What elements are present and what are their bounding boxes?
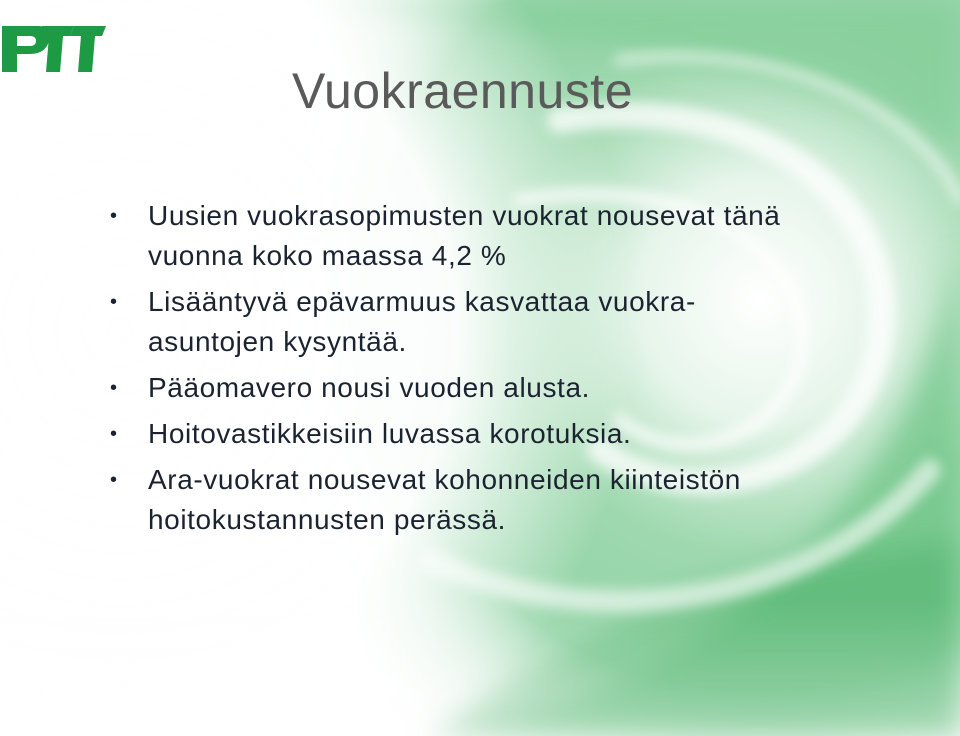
ptt-logo-icon [2, 22, 106, 78]
bullet-dot-icon: • [110, 291, 118, 313]
bullet-item [106, 414, 806, 454]
bullet-text: Uusien vuokrasopimusten vuokrat nousevat tänä vuonna koko maassa 4,2 % [148, 200, 781, 271]
bullet-dot-icon: • [110, 205, 118, 227]
bullet-text: Lisääntyvä epävarmuus kasvattaa vuokra-asuntojen kysyntää. [148, 286, 696, 357]
bullet-item [106, 282, 806, 362]
bullet-item [106, 196, 806, 276]
bullet-dot-icon: • [110, 469, 118, 491]
bullet-item [106, 368, 806, 408]
slide-title: Vuokraennuste [292, 63, 633, 119]
bullet-item [106, 460, 806, 540]
bullet-text: Hoitovastikkeisiin luvassa korotuksia. [148, 418, 632, 449]
bullet-dot-icon: • [110, 423, 118, 445]
bullet-list [106, 196, 806, 546]
bullet-text: Ara-vuokrat nousevat kohonneiden kiinteistön hoitokustannusten perässä. [148, 464, 741, 535]
bullet-text: Pääomavero nousi vuoden alusta. [148, 372, 590, 403]
bullet-dot-icon: • [110, 377, 118, 399]
